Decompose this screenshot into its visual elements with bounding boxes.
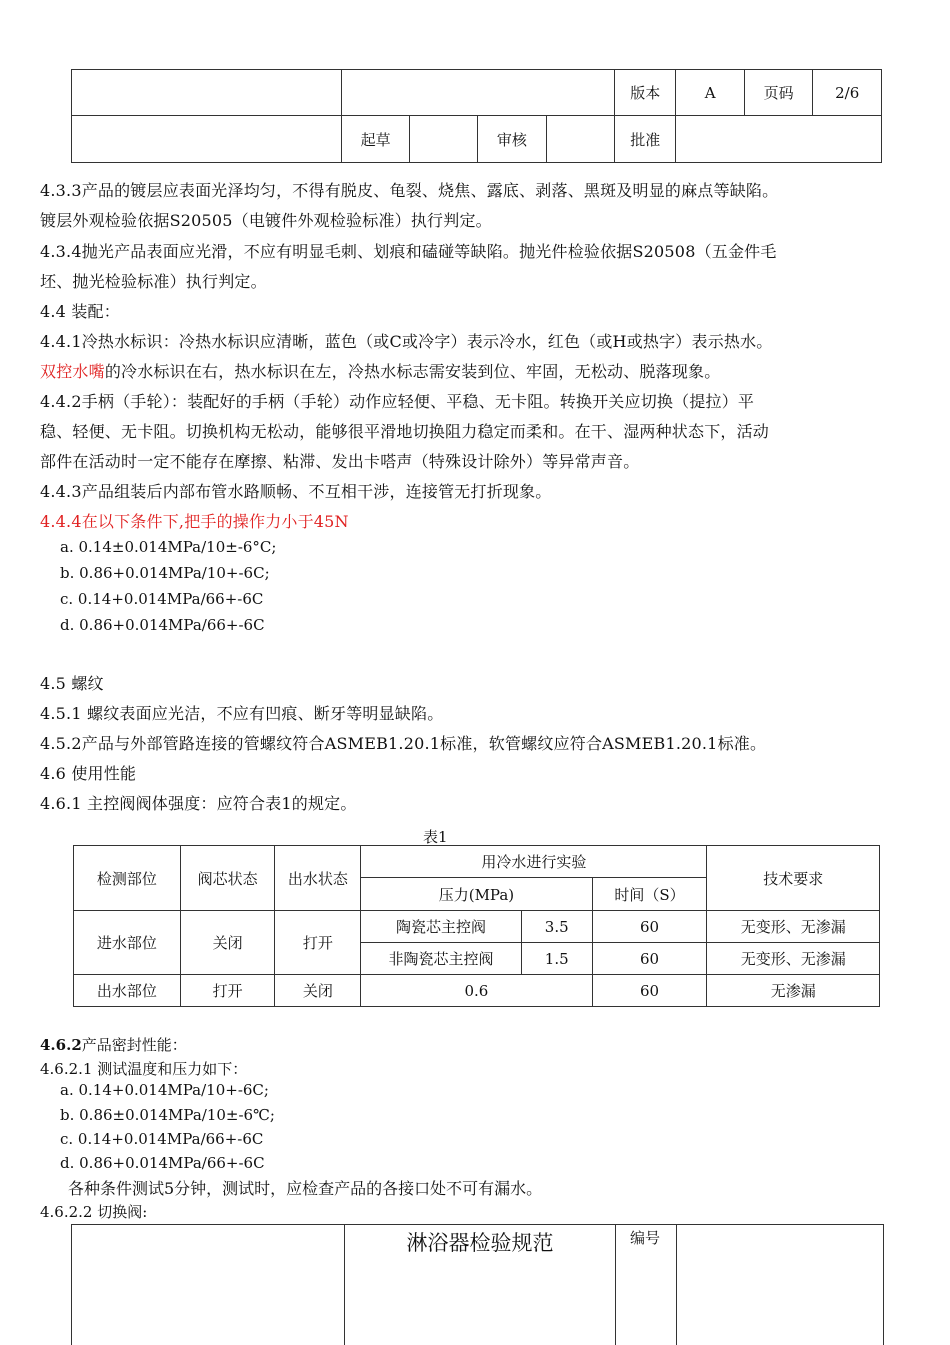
header-blank-cell (342, 70, 615, 116)
para-4-5-1: 4.5.1 螺纹表面应光洁，不应有凹痕、断牙等明显缺陷。 (40, 704, 444, 723)
col-header-part: 检测部位 (74, 846, 181, 911)
para-4-6-2 (40, 1034, 187, 1055)
condition-a-item: c. 0.14+0.014MPa/66+-6C (60, 590, 264, 608)
version-label: 版本 (614, 70, 676, 116)
header-table (71, 69, 882, 163)
para-4-6-1: 4.6.1 主控阀阀体强度：应符合表1的规定。 (40, 794, 357, 813)
table-cell: 陶瓷芯主控阀 (361, 911, 522, 943)
footer-number-label: 编号 (630, 1229, 661, 1247)
para-4-4-4: 4.4.4在以下条件下,把手的操作力小于45N (40, 512, 349, 531)
para-4-3-3-line2: 镀层外观检验依据S20505（电镀件外观检验标准）执行判定。 (40, 211, 492, 230)
review-label: 审核 (478, 116, 546, 163)
para-text: 的冷水标识在右，热水标识在左，冷热水标志需安装到位、牢固，无松动、脱落现象。 (104, 362, 721, 381)
para-4-4-2-line3: 部件在活动时一定不能存在摩擦、粘滞、发出卡嗒声（特殊设计除外）等异常声音。 (40, 452, 640, 471)
table-cell: 出水部位 (74, 975, 181, 1007)
table-cell: 无渗漏 (707, 975, 880, 1007)
table-cell: 无变形、无渗漏 (707, 911, 880, 943)
table-cell: 关闭 (180, 911, 275, 975)
header-blank-cell (72, 70, 342, 116)
divider (676, 1225, 677, 1345)
header-blank-cell (72, 116, 342, 163)
para-4-4-3: 4.4.3产品组装后内部布管水路顺畅、不互相干涉，连接管无打折现象。 (40, 482, 552, 501)
table-row (74, 975, 880, 1007)
col-header-requirement: 技术要求 (707, 846, 880, 911)
highlight-text: 双控水嘴 (40, 362, 105, 381)
para-4-4-1-line1: 4.4.1冷热水标识：冷热水标识应清晰，蓝色（或C或冷字）表示冷水，红色（或H或热字）表示热水。 (40, 332, 773, 351)
draft-label: 起草 (342, 116, 409, 163)
col-header-time: 时间（S） (592, 878, 707, 911)
conditions-note: 各种条件测试5分钟，测试时，应检查产品的各接口处不可有漏水。 (68, 1179, 543, 1198)
divider (615, 1225, 616, 1345)
approve-value (676, 116, 882, 163)
col-header-core: 阀芯状态 (180, 846, 275, 911)
table-cell: 60 (592, 975, 707, 1007)
table-cell: 60 (592, 943, 707, 975)
para-4-4-1-line2 (40, 359, 720, 382)
section-4-6-heading: 4.6 使用性能 (40, 764, 137, 783)
col-header-pressure: 压力(MPa) (361, 878, 592, 911)
condition-b-item: a. 0.14+0.014MPa/10+-6C; (60, 1081, 269, 1099)
table-cell: 非陶瓷芯主控阀 (361, 943, 522, 975)
footer-doc-title: 淋浴器检验规范 (406, 1231, 554, 1255)
table-cell: 关闭 (275, 975, 361, 1007)
condition-b-item: b. 0.86±0.014MPa/10±-6℃; (60, 1106, 275, 1124)
table-cell: 60 (592, 911, 707, 943)
table-cell: 打开 (275, 911, 361, 975)
section-title: 产品密封性能： (81, 1036, 187, 1054)
para-4-3-4-line2: 坯、抛光检验标准）执行判定。 (40, 272, 267, 291)
condition-a-item: b. 0.86+0.014MPa/10+-6C; (60, 564, 270, 582)
review-value (546, 116, 614, 163)
page-value: 2/6 (813, 70, 882, 116)
table-cell: 无变形、无渗漏 (707, 943, 880, 975)
col-header-test: 用冷水进行实验 (361, 846, 707, 878)
strength-table (73, 845, 880, 1007)
table-cell: 打开 (180, 975, 275, 1007)
table-row (74, 911, 880, 943)
para-4-6-2-1: 4.6.2.1 测试温度和压力如下： (40, 1060, 248, 1078)
section-4-5-heading: 4.5 螺纹 (40, 674, 104, 693)
condition-b-item: c. 0.14+0.014MPa/66+-6C (60, 1130, 264, 1148)
section-4-4-heading: 4.4 装配： (40, 302, 120, 321)
table-cell: 进水部位 (74, 911, 181, 975)
table-cell: 0.6 (361, 975, 592, 1007)
table-cell: 3.5 (521, 911, 592, 943)
condition-a-item: a. 0.14±0.014MPa/10±-6°C; (60, 538, 277, 556)
para-4-4-2-line1: 4.4.2手柄（手轮）：装配好的手柄（手轮）动作应轻便、平稳、无卡阻。转换开关应切换（提拉）平 (40, 392, 755, 411)
footer-table (71, 1224, 884, 1345)
para-4-5-2: 4.5.2产品与外部管路连接的管螺纹符合ASMEB1.20.1标准，软管螺纹应符合ASMEB1.20.1标准。 (40, 734, 767, 753)
para-4-4-2-line2: 稳、轻便、无卡阻。切换机构无松动，能够很平滑地切换阻力稳定而柔和。在干、湿两种状态下，活动 (40, 422, 770, 441)
section-number: 4.6.2 (40, 1036, 82, 1054)
draft-value (409, 116, 477, 163)
version-value: A (676, 70, 744, 116)
col-header-outlet: 出水状态 (275, 846, 361, 911)
condition-b-item: d. 0.86+0.014MPa/66+-6C (60, 1154, 265, 1172)
para-4-3-4-line1: 4.3.4抛光产品表面应光滑，不应有明显毛刺、划痕和磕碰等缺陷。抛光件检验依据S20508（五金件毛 (40, 242, 777, 261)
para-4-3-3-line1: 4.3.3产品的镀层应表面光泽均匀，不得有脱皮、龟裂、烧焦、露底、剥落、黑斑及明显的麻点等缺陷。 (40, 181, 779, 200)
condition-a-item: d. 0.86+0.014MPa/66+-6C (60, 616, 265, 634)
para-4-6-2-2: 4.6.2.2 切换阀: (40, 1203, 148, 1221)
approve-label: 批准 (614, 116, 676, 163)
table-cell: 1.5 (521, 943, 592, 975)
page-label: 页码 (744, 70, 812, 116)
table-caption: 表1 (423, 828, 448, 846)
